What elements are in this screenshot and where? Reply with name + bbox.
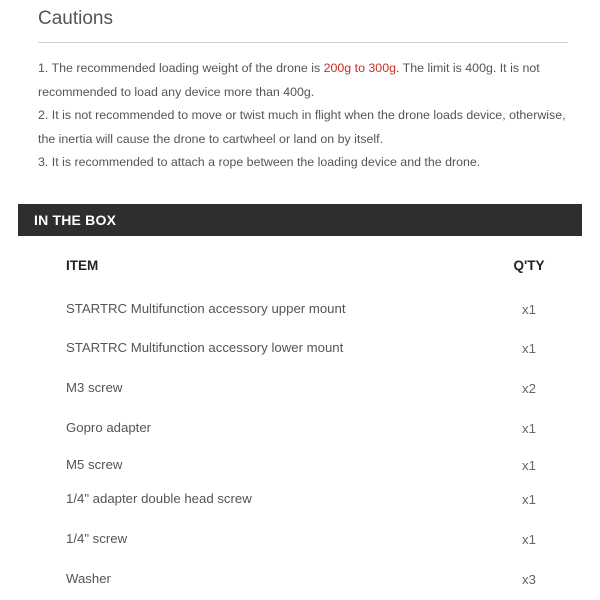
table-row: [0, 298, 600, 320]
caution-item-1: [38, 57, 568, 104]
table-row: [0, 488, 600, 510]
caution-item-2: 2. It is not recommended to move or twist much in flight when the drone loads device, otherwise, the inertia will cause the drone to cartwheel or land on by itself.: [38, 108, 566, 146]
table-row: [0, 454, 600, 476]
caution-item-1-text-start: 1. The recommended loading weight of the drone is: [38, 61, 324, 75]
in-the-box-header-bar: [18, 204, 582, 236]
item-name: 1/4" screw: [66, 531, 128, 546]
cautions-title: Cautions: [38, 8, 113, 29]
caution-item-3: 3. It is recommended to attach a rope between the loading device and the drone.: [38, 155, 481, 169]
column-header-qty: Q'TY: [513, 258, 545, 273]
item-name: Washer: [66, 571, 111, 586]
item-name: M5 screw: [66, 457, 123, 472]
table-row: [0, 337, 600, 359]
item-name: 1/4" adapter double head screw: [66, 491, 252, 506]
table-row: [0, 377, 600, 399]
table-row: [0, 528, 600, 550]
item-qty: x1: [522, 302, 536, 317]
cautions-divider: [38, 42, 568, 43]
item-qty: x1: [522, 341, 536, 356]
table-row: [0, 417, 600, 439]
item-name: M3 screw: [66, 380, 123, 395]
item-name: STARTRC Multifunction accessory lower mount: [66, 340, 344, 355]
item-qty: x3: [522, 572, 536, 587]
item-qty: x2: [522, 381, 536, 396]
item-name: STARTRC Multifunction accessory upper mount: [66, 301, 346, 316]
in-the-box-title: IN THE BOX: [34, 212, 117, 228]
caution-item-1-text-end: . The limit is 400g. It is not recommended to load any device more than 400g.: [38, 61, 540, 99]
column-header-item: ITEM: [66, 258, 99, 273]
item-qty: x1: [522, 458, 536, 473]
cautions-list: [38, 57, 568, 175]
item-qty: x1: [522, 421, 536, 436]
table-row: [0, 568, 600, 590]
item-name: Gopro adapter: [66, 420, 152, 435]
item-qty: x1: [522, 492, 536, 507]
item-qty: x1: [522, 532, 536, 547]
caution-weight-highlight: 200g to 300g: [323, 61, 396, 75]
